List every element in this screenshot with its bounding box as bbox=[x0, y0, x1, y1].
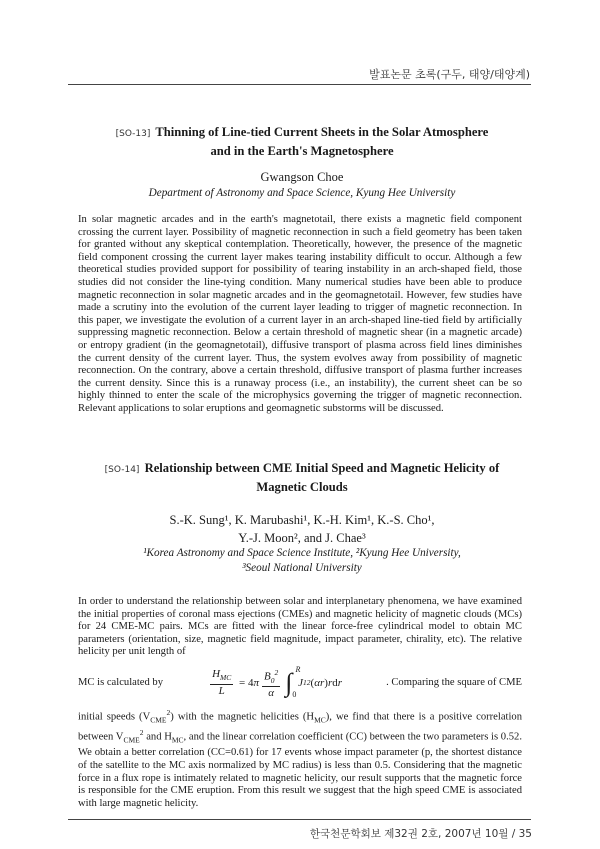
footer-rule bbox=[68, 819, 531, 820]
paper2-title-line2: Magnetic Clouds bbox=[256, 479, 348, 494]
paper1-affiliation: Department of Astronomy and Space Science, Kyung Hee University bbox=[148, 187, 456, 199]
paper2-title-line1: Relationship between CME Initial Speed and Magnetic Helicity of bbox=[144, 461, 500, 475]
running-head: 발표논문 초록(구두, 태양/태양계) bbox=[369, 68, 530, 81]
paper2-authors-line1: S.-K. Sung¹, K. Marubashi¹, K.-H. Kim¹, K.-S. Cho¹, bbox=[169, 513, 435, 527]
paper1-code: [SO-13] bbox=[115, 129, 151, 139]
equation-lead-text: MC is calculated by bbox=[78, 676, 164, 688]
paper2-code: [SO-14] bbox=[104, 465, 140, 475]
paper2-title bbox=[74, 460, 530, 495]
paper2-affil-line1: ¹Korea Astronomy and Space Science Institute, ²Kyung Hee University, bbox=[143, 547, 461, 559]
paper2-abstract-p2: initial speeds $(V_{CME}^2)$ with the magnetic helicities $(H_{MC})$, we find that there is a positive correlation between $V_{CME}^2$ and $H_{MC}$, and the linear correlation coefficient (CC) between the two parameters is 0.52. We obtain a better correlation (CC=0.61) for 17 events whose impact parameter (p, the shortest distance of the satellite to the MC axis normalized by MC radius) is less than 0.5. Considering that the magnetic force in a flux rope is intimately related to magnetic helicity, our result supports that the magnetic force is responsible for the CME eruption. From this result we suggest that the high speed CME is associated with large magnetic helicity. bbox=[78, 707, 523, 809]
paper2-abstract bbox=[78, 596, 522, 810]
paper1-author: Gwangson Choe bbox=[260, 170, 344, 184]
header-rule bbox=[68, 84, 531, 85]
paper2-abstract-p1: In order to understand the relationship between solar and interplanetary phenomena, we have examined the initial properties of coronal mass ejections (CMEs) and magnetic helicity of magnetic clouds (MCs) for 24 CME-MC pairs. MCs are fitted with the linear force-free cylindrical model to obtain MC parameters (orientation, size, magnetic field magnitude, impact parameter, chirality, etc). The relative helicity per unit length of bbox=[78, 596, 522, 658]
paper2-authors-line2: Y.-J. Moon², and J. Chae³ bbox=[238, 531, 366, 545]
paper2-affiliations bbox=[74, 546, 530, 576]
paper1-title-line1: Thinning of Line-tied Current Sheets in the Solar Atmosphere bbox=[155, 125, 489, 139]
helicity-equation-line bbox=[78, 659, 522, 707]
equation-trail-text: . Comparing the square of CME bbox=[386, 676, 522, 688]
paper2-affil-line2: ³Seoul National University bbox=[242, 562, 362, 574]
page-footer: 한국천문학회보 제32권 2호, 2007년 10월 / 35 bbox=[309, 828, 532, 840]
paper2-authors bbox=[74, 511, 530, 547]
paper1-title bbox=[74, 124, 530, 159]
paper1-title-line2: and in the Earth's Magnetosphere bbox=[210, 143, 394, 158]
paper1-abstract: In solar magnetic arcades and in the earth's magnetotail, there exists a magnetic field component crossing the current layer. Possibility of magnetic reconnection in such a field geometry has been taken for granted without any skeptical contemplation. Theoretically, however, the presence of the magnetic field component crossing the current layer makes tearing instability difficult to occur. Although a few theoretical studies provided support for possibility of tearing instability in an arch-shaped field, those studies did not consider the line-tying condition. Many numerical studies have been able to produce magnetic reconnection in solar magnetic arcades and in the geomagnetotail. However, few studies have made a scrutiny into the evolution of the current layer leading to trigger of magnetic reconnection. In this paper, we investigate the evolution of a current layer in an arch-shaped line-tied field by artificially suppressing magnetic reconnection. Below a certain threshold of magnetic shear (in a magnetic arcade) or entropy gradient (in the geomagnetotail), diffusive transport of plasma across field lines diminishes the current density of the current layer. Thus, the system evolves away from possibility of magnetic reconnection. On the contrary, above a certain threshold, diffusive transport of plasma further increases the current density. Since this is a runaway process (i.e., an instability), the current sheet can be so highly thinned to enter the scale of the microphysics governing the trigger of magnetic reconnection. Relevant applications to solar eruptions and geomagnetic substorms will be discussed. bbox=[78, 214, 522, 414]
helicity-equation: $\frac{H_{MC}}{L}$ = 4 π $\frac{B_0^2}{\alpha}$ ∫ R 0 J 1 2 ( αr ) r d r bbox=[212, 664, 342, 700]
